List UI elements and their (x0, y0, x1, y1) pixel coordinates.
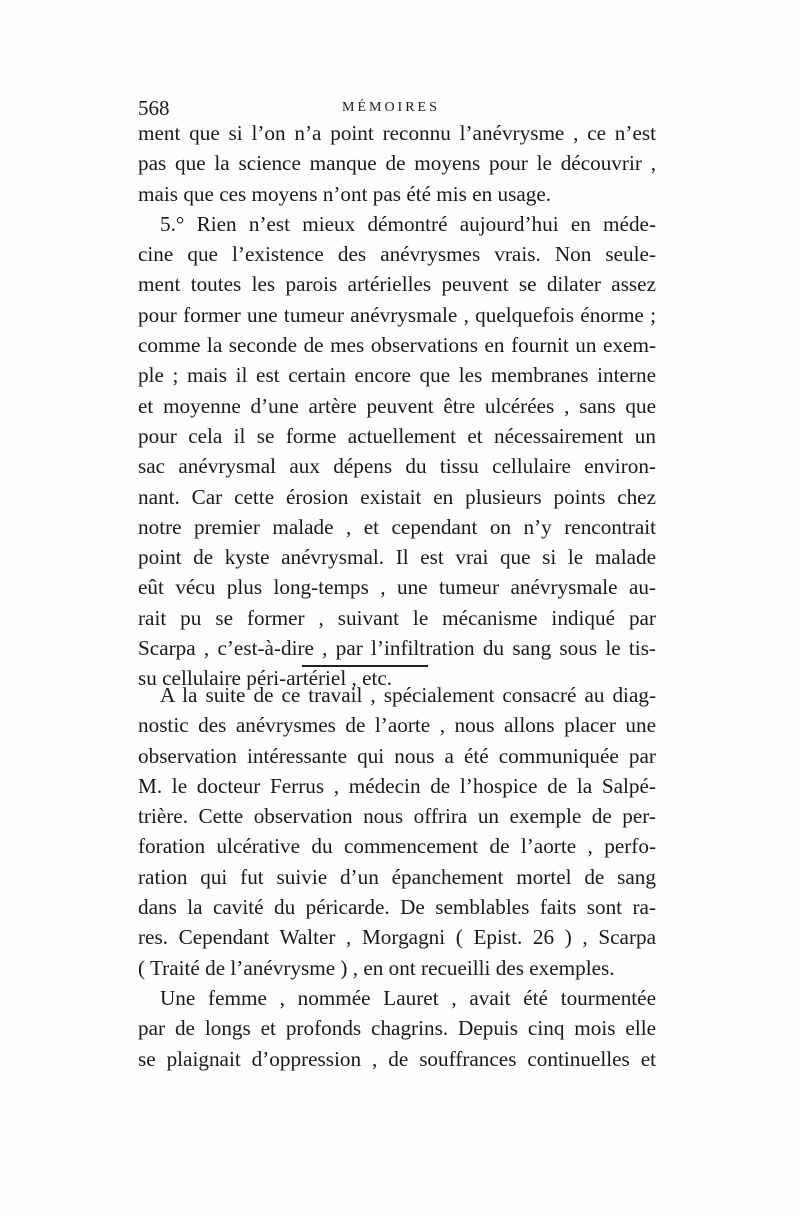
text-line: pour former une tumeur anévrysmale , quelquefois énorme ; (138, 302, 656, 327)
text-block-lower (138, 680, 656, 1074)
text-line: et moyenne d’une artère peuvent être ulcérées , sans que (138, 393, 656, 418)
text-line: nostic des anévrysmes de l’aorte , nous allons placer une (138, 713, 656, 738)
text-line: ( Traité de l’anévrysme ) , en ont recueilli des exemples. (138, 955, 615, 980)
text-line: foration ulcérative du commencement de l’aorte , perfo- (138, 834, 656, 859)
text-line: cine que l’existence des anévrysmes vrais. Non seule- (138, 242, 656, 267)
paragraph-4 (138, 983, 656, 1074)
text-line: ple ; mais il est certain encore que les membranes interne (138, 363, 656, 388)
text-block-upper (138, 118, 656, 694)
text-line: se plaignait d’oppression , de souffrances continuelles et (138, 1046, 656, 1071)
page-number: 568 (138, 96, 170, 120)
paragraph-3 (138, 680, 656, 983)
text-line: su cellulaire péri-artériel , etc. (138, 666, 393, 691)
text-line: trière. Cette observation nous offrira un exemple de per- (138, 804, 656, 829)
text-line: nant. Car cette érosion existait en plusieurs points chez (138, 484, 656, 509)
text-line: notre premier malade , et cependant on n’y rencontrait (138, 514, 656, 539)
text-line: Scarpa , c’est-à-dire , par l’infiltration du sang sous le tis- (138, 636, 656, 661)
text-line: ment toutes les parois artérielles peuvent se dilater assez (138, 272, 656, 297)
text-line: point de kyste anévrysmal. Il est vrai que si le malade (138, 545, 656, 570)
text-line: dans la cavité du péricarde. De semblables faits sont ra- (138, 895, 656, 920)
text-line: ration qui fut suivie d’un épanchement mortel de sang (138, 864, 656, 889)
paragraph-2 (138, 209, 656, 694)
text-line: res. Cependant Walter , Morgagni ( Epist. 26 ) , Scarpa (138, 925, 656, 950)
paragraph-1 (138, 118, 656, 209)
text-line: pas que la science manque de moyens pour le découvrir , (138, 151, 656, 176)
text-line: mais que ces moyens n’ont pas été mis en usage. (138, 181, 552, 206)
text-line: observation intéressante qui nous a été communiquée par (138, 743, 656, 768)
text-line: par de longs et profonds chagrins. Depuis cinq mois elle (138, 1016, 656, 1041)
text-line: comme la seconde de mes observations en fournit un exem- (138, 333, 656, 358)
text-line: rait pu se former , suivant le mécanisme indiqué par (138, 605, 656, 630)
text-line: Une femme , nommée Lauret , avait été tourmentée (160, 985, 656, 1010)
text-line: A la suite de ce travail , spécialement consacré au diag- (160, 683, 656, 707)
section-separator (302, 665, 428, 667)
text-line: pour cela il se forme actuellement et nécessairement un (138, 423, 656, 448)
text-line: 5.° Rien n’est mieux démontré aujourd’hui en méde- (160, 211, 656, 236)
running-title: MÉMOIRES (342, 100, 440, 115)
text-line: sac anévrysmal aux dépens du tissu cellulaire environ- (138, 454, 656, 479)
text-line: ment que si l’on n’a point reconnu l’anévrysme , ce n’est (138, 121, 656, 145)
text-line: eût vécu plus long-temps , une tumeur anévrysmale au- (138, 575, 656, 600)
text-line: M. le docteur Ferrus , médecin de l’hospice de la Salpé- (138, 773, 656, 798)
